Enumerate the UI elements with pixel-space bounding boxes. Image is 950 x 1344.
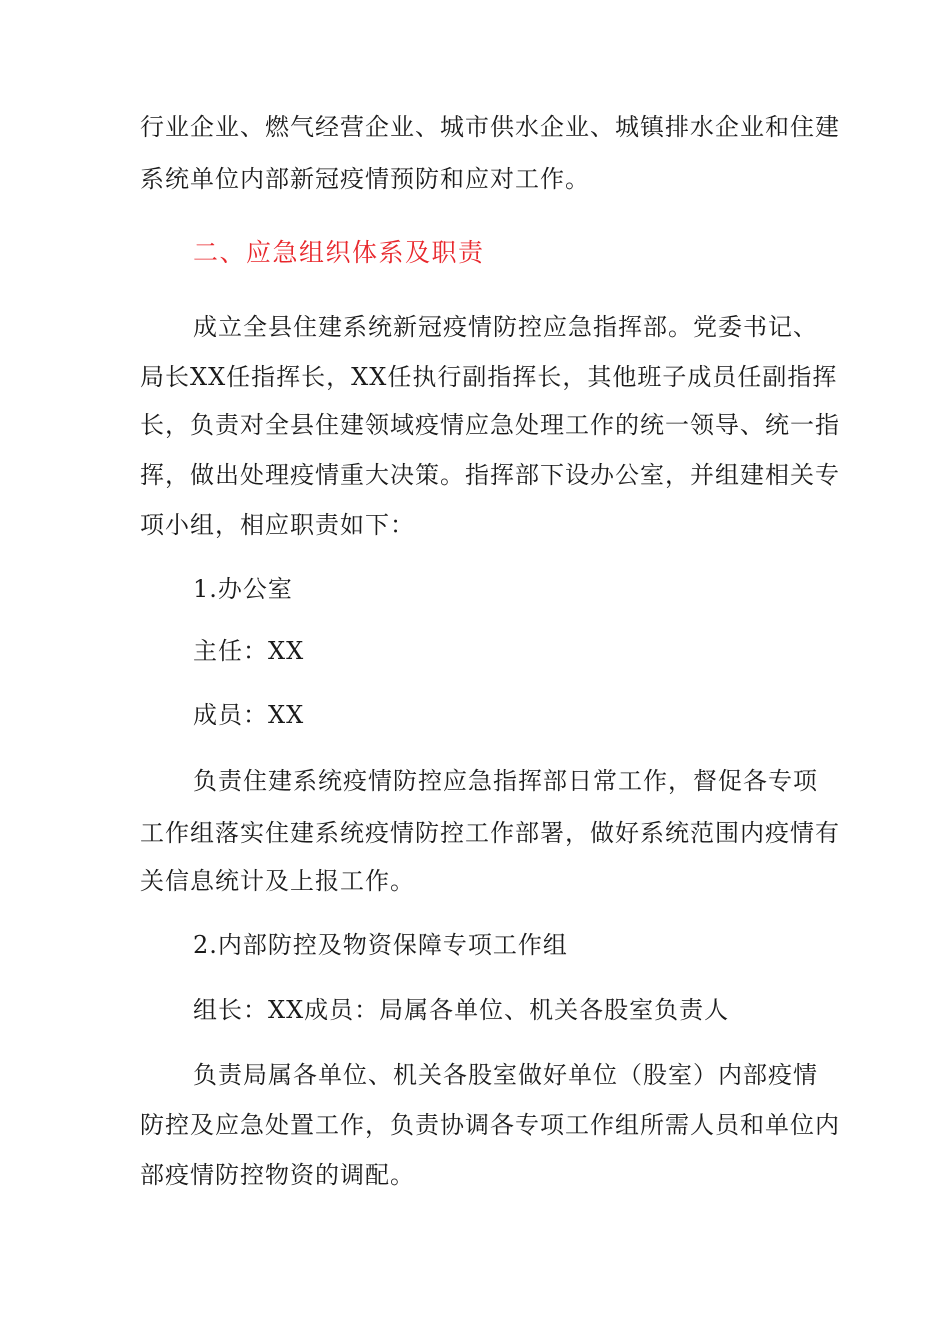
item2-duty-line-2: 防控及应急处置工作，负责协调各专项工作组所需人员和单位内 — [140, 1111, 840, 1139]
para1-line-3: 长，负责对全县住建领域疫情应急处理工作的统一领导、统一指 — [140, 411, 840, 439]
item1-director: 主任：XX — [193, 637, 305, 665]
item2-leader-members: 组长：XX成员：局属各单位、机关各股室负责人 — [193, 996, 730, 1024]
para1-line-1: 成立全县住建系统新冠疫情防控应急指挥部。党委书记、 — [193, 313, 818, 341]
item1-duty-line-3: 关信息统计及上报工作。 — [140, 867, 415, 895]
item1-duty-line-1: 负责住建系统疫情防控应急指挥部日常工作，督促各专项 — [193, 767, 818, 795]
item1-title: 1.办公室 — [193, 575, 293, 603]
para1-line-4: 挥，做出处理疫情重大决策。指挥部下设办公室，并组建相关专 — [140, 461, 840, 489]
para1-line-2: 局长XX任指挥长，XX任执行副指挥长，其他班子成员任副指挥 — [140, 363, 838, 391]
intro-line-1: 行业企业、燃气经营企业、城市供水企业、城镇排水企业和住建 — [140, 113, 840, 141]
para1-line-5: 项小组，相应职责如下： — [140, 511, 415, 539]
section-heading: 二、应急组织体系及职责 — [193, 238, 485, 267]
item2-title: 2.内部防控及物资保障专项工作组 — [193, 931, 568, 959]
item2-duty-line-1: 负责局属各单位、机关各股室做好单位（股室）内部疫情 — [193, 1061, 818, 1089]
item1-duty-line-2: 工作组落实住建系统疫情防控工作部署，做好系统范围内疫情有 — [140, 819, 840, 847]
intro-line-2: 系统单位内部新冠疫情预防和应对工作。 — [140, 165, 590, 193]
item1-members: 成员：XX — [193, 701, 305, 729]
item2-duty-line-3: 部疫情防控物资的调配。 — [140, 1161, 415, 1189]
